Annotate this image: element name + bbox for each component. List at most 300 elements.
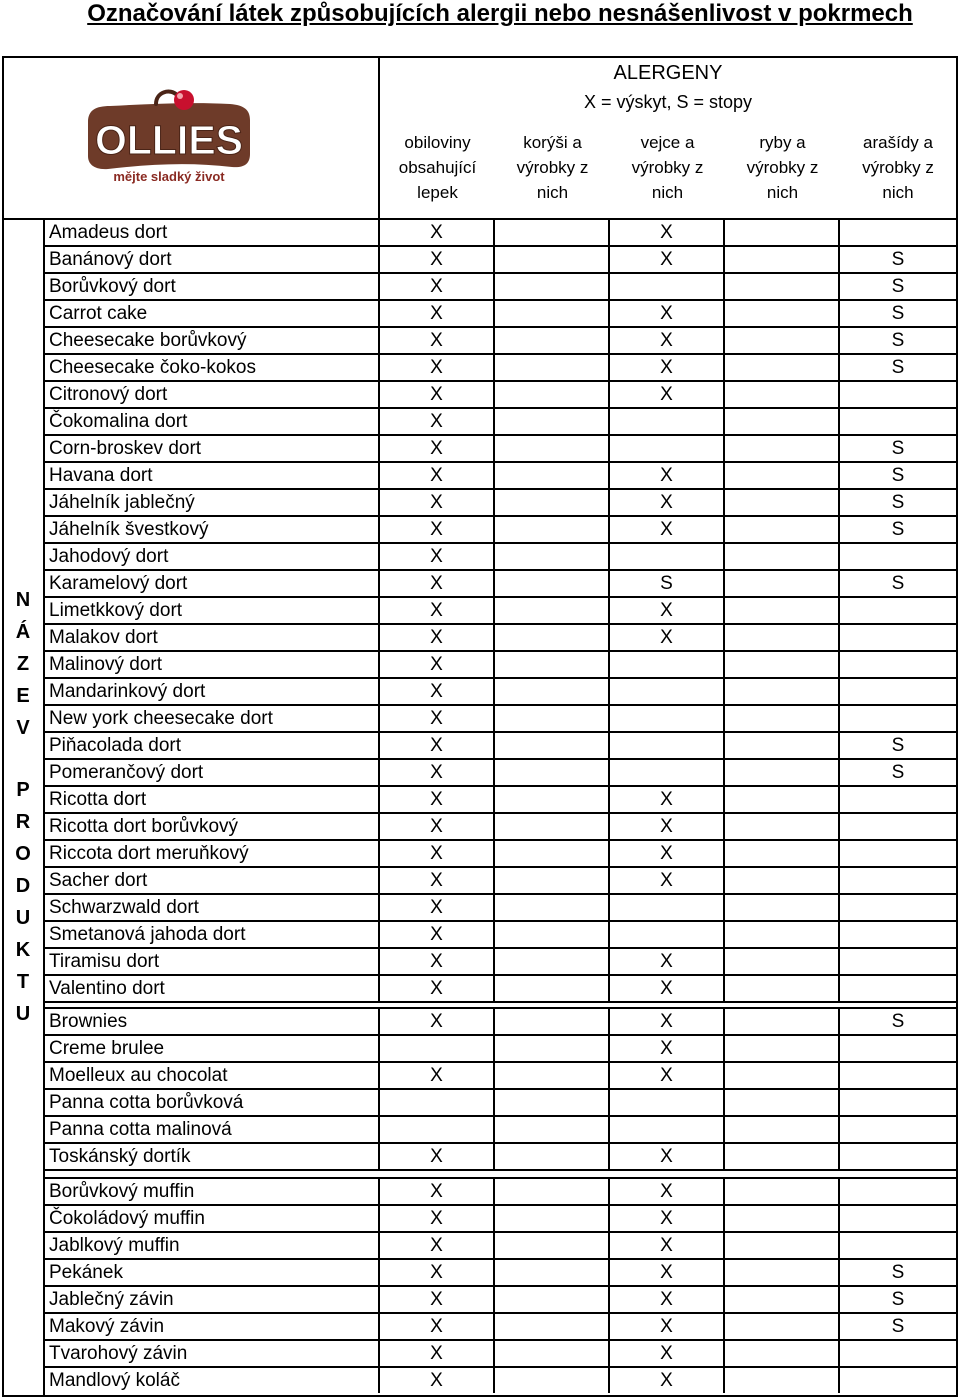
allergen-mark-peanuts: S <box>891 735 905 756</box>
allergen-mark-fish <box>725 1368 840 1393</box>
allergen-mark-peanuts <box>840 868 956 893</box>
allergen-mark-fish <box>725 355 840 380</box>
column-header-line: ryby a <box>759 133 806 152</box>
allergen-mark-fish <box>725 274 840 299</box>
allergen-mark-fish <box>725 301 840 326</box>
product-name: Creme brulee <box>45 1036 380 1061</box>
product-name: Borůvkový muffin <box>45 1179 380 1204</box>
allergen-mark-eggs <box>610 895 725 920</box>
product-name: Havana dort <box>45 463 380 488</box>
allergen-mark-peanuts <box>840 895 956 920</box>
allergen-mark-fish <box>725 517 840 542</box>
table-row <box>45 1206 956 1233</box>
product-name: Corn-broskev dort <box>45 436 380 461</box>
allergen-mark-peanuts <box>840 814 956 839</box>
allergen-mark-peanuts <box>840 598 956 623</box>
table-row <box>45 1368 956 1395</box>
product-name: Valentino dort <box>45 976 380 1001</box>
allergen-mark-fish <box>725 1314 840 1339</box>
allergen-mark-peanuts: S <box>891 519 905 540</box>
allergen-mark-cereals: X <box>380 571 495 596</box>
allergen-mark-eggs: X <box>610 598 725 623</box>
allergen-mark-cereals: X <box>380 598 495 623</box>
allergen-mark-peanuts <box>840 1206 956 1231</box>
allergen-mark-cereals: X <box>380 1179 495 1204</box>
allergen-mark-eggs <box>610 274 725 299</box>
allergen-mark-fish <box>725 1179 840 1204</box>
allergen-mark-eggs: X <box>610 1179 725 1204</box>
product-name: Karamelový dort <box>45 571 380 596</box>
allergen-mark-eggs <box>610 409 725 434</box>
table-row <box>45 247 956 274</box>
allergen-mark-crustaceans <box>495 328 610 353</box>
allergen-mark-crustaceans <box>495 733 610 758</box>
allergen-mark-fish <box>725 1117 840 1142</box>
allergen-mark-cereals: X <box>380 1260 495 1285</box>
allergen-mark-fish <box>725 706 840 731</box>
allergen-mark-fish <box>725 544 840 569</box>
allergen-mark-crustaceans <box>495 1368 610 1393</box>
product-group-pastries <box>45 1177 956 1395</box>
allergen-mark-cereals: X <box>380 787 495 812</box>
allergen-mark-peanuts <box>840 841 956 866</box>
column-header-eggs <box>610 130 725 205</box>
allergen-mark-cereals: X <box>380 247 495 272</box>
table-row <box>45 733 956 760</box>
product-name: Malakov dort <box>45 625 380 650</box>
product-name: Pekánek <box>45 1260 380 1285</box>
table-row <box>45 463 956 490</box>
product-name: Moelleux au chocolat <box>45 1063 380 1088</box>
allergen-mark-fish <box>725 1233 840 1258</box>
allergen-mark-peanuts <box>840 625 956 650</box>
allergen-mark-crustaceans <box>495 652 610 677</box>
allergen-mark-fish <box>725 733 840 758</box>
allergen-mark-fish <box>725 1063 840 1088</box>
table-row <box>45 220 956 247</box>
allergen-mark-crustaceans <box>495 490 610 515</box>
product-name: Limetkkový dort <box>45 598 380 623</box>
product-name: Sacher dort <box>45 868 380 893</box>
allergen-mark-eggs: X <box>610 625 725 650</box>
table-row <box>45 1090 956 1117</box>
table-row <box>45 1287 956 1314</box>
allergen-mark-cereals: X <box>380 949 495 974</box>
allergen-mark-cereals: X <box>380 1287 495 1312</box>
allergen-mark-cereals: X <box>380 328 495 353</box>
allergen-mark-peanuts <box>840 652 956 677</box>
allergen-mark-cereals: X <box>380 1206 495 1231</box>
allergen-mark-eggs <box>610 436 725 461</box>
product-name: Amadeus dort <box>45 220 380 245</box>
allergen-mark-crustaceans <box>495 787 610 812</box>
allergen-mark-eggs: X <box>610 841 725 866</box>
table-row <box>45 1260 956 1287</box>
allergen-mark-eggs: X <box>610 787 725 812</box>
table-row <box>45 1036 956 1063</box>
product-name: Piňacolada dort <box>45 733 380 758</box>
table-row <box>45 895 956 922</box>
allergen-mark-peanuts: S <box>891 276 905 297</box>
allergen-mark-cereals <box>380 1036 495 1061</box>
allergen-mark-eggs <box>610 1117 725 1142</box>
ollies-logo <box>80 58 256 216</box>
column-header-line: výrobky z <box>746 158 819 177</box>
table-row <box>45 355 956 382</box>
table-row <box>45 1179 956 1206</box>
table-row <box>45 949 956 976</box>
allergens-header <box>380 58 956 113</box>
allergen-mark-crustaceans <box>495 949 610 974</box>
allergen-mark-fish <box>725 409 840 434</box>
allergen-mark-cereals: X <box>380 679 495 704</box>
allergen-mark-peanuts <box>840 1090 956 1115</box>
table-row <box>45 301 956 328</box>
allergen-mark-cereals: X <box>380 895 495 920</box>
allergen-mark-crustaceans <box>495 220 610 245</box>
table-row <box>45 787 956 814</box>
allergen-mark-cereals: X <box>380 976 495 1001</box>
product-name: Pomerančový dort <box>45 760 380 785</box>
allergen-mark-cereals: X <box>380 1314 495 1339</box>
allergen-mark-fish <box>725 976 840 1001</box>
allergen-mark-fish <box>725 895 840 920</box>
product-name: Mandlový koláč <box>45 1368 380 1393</box>
allergen-mark-cereals: X <box>380 841 495 866</box>
product-name: Panna cotta malinová <box>45 1117 380 1142</box>
allergen-mark-cereals: X <box>380 868 495 893</box>
allergen-mark-cereals: X <box>380 517 495 542</box>
table-row <box>45 760 956 787</box>
allergen-mark-eggs <box>610 922 725 947</box>
product-name: Panna cotta borůvková <box>45 1090 380 1115</box>
table-row <box>45 1063 956 1090</box>
allergen-column-headers <box>380 130 956 205</box>
table-row <box>45 409 956 436</box>
table-row <box>45 382 956 409</box>
product-name: Čokomalina dort <box>45 409 380 434</box>
allergen-mark-eggs <box>610 706 725 731</box>
allergen-mark-crustaceans <box>495 301 610 326</box>
allergen-mark-eggs: X <box>610 814 725 839</box>
allergen-mark-eggs <box>610 1090 725 1115</box>
allergen-mark-crustaceans <box>495 1206 610 1231</box>
allergen-mark-peanuts <box>840 1368 956 1393</box>
allergen-mark-peanuts <box>840 220 956 245</box>
table-row <box>45 1117 956 1144</box>
product-name: Jáhelník švestkový <box>45 517 380 542</box>
table-row <box>45 1144 956 1171</box>
column-header-line: nich <box>766 183 799 202</box>
allergen-mark-cereals: X <box>380 760 495 785</box>
allergen-mark-eggs: X <box>610 355 725 380</box>
allergen-mark-crustaceans <box>495 544 610 569</box>
table-row <box>45 922 956 949</box>
allergen-mark-eggs: X <box>610 1009 725 1034</box>
product-name: Tvarohový závin <box>45 1341 380 1366</box>
column-header-line: arašídy a <box>863 133 933 152</box>
allergen-mark-peanuts: S <box>891 1262 905 1283</box>
allergen-mark-fish <box>725 1009 840 1034</box>
column-header-line: nich <box>536 183 569 202</box>
allergen-mark-eggs <box>610 679 725 704</box>
product-name: Makový závin <box>45 1314 380 1339</box>
logo-brand: OLLIES <box>94 117 244 163</box>
allergen-mark-crustaceans <box>495 706 610 731</box>
allergen-mark-peanuts: S <box>891 438 905 459</box>
product-name: Jablečný závin <box>45 1287 380 1312</box>
allergen-mark-crustaceans <box>495 1144 610 1169</box>
table-row <box>45 625 956 652</box>
allergen-mark-cereals: X <box>380 1144 495 1169</box>
table-row <box>45 1233 956 1260</box>
allergen-mark-peanuts: S <box>891 762 905 783</box>
allergen-mark-fish <box>725 436 840 461</box>
allergen-mark-crustaceans <box>495 625 610 650</box>
allergen-mark-eggs: X <box>610 1206 725 1231</box>
allergen-mark-peanuts <box>840 679 956 704</box>
allergen-mark-fish <box>725 328 840 353</box>
allergen-mark-peanuts <box>840 1117 956 1142</box>
allergen-mark-fish <box>725 220 840 245</box>
allergen-mark-crustaceans <box>495 1063 610 1088</box>
allergen-mark-eggs: X <box>610 490 725 515</box>
allergen-mark-crustaceans <box>495 814 610 839</box>
table-row <box>45 652 956 679</box>
allergen-mark-cereals: X <box>380 733 495 758</box>
allergen-mark-crustaceans <box>495 436 610 461</box>
allergen-mark-crustaceans <box>495 382 610 407</box>
table-row <box>45 814 956 841</box>
side-label-word: NÁZEV <box>15 589 31 739</box>
table-row <box>45 841 956 868</box>
allergen-mark-crustaceans <box>495 463 610 488</box>
allergen-mark-fish <box>725 598 840 623</box>
allergen-mark-fish <box>725 1341 840 1366</box>
column-header-line: nich <box>882 183 914 202</box>
allergen-mark-peanuts <box>840 1144 956 1169</box>
product-group-cakes <box>45 220 956 1003</box>
allergen-mark-crustaceans <box>495 598 610 623</box>
allergen-mark-cereals: X <box>380 274 495 299</box>
allergen-mark-fish <box>725 841 840 866</box>
allergen-mark-eggs: X <box>610 1314 725 1339</box>
product-name: Jahodový dort <box>45 544 380 569</box>
product-name: Banánový dort <box>45 247 380 272</box>
product-name: Riccota dort meruňkový <box>45 841 380 866</box>
column-header-line: korýši a <box>523 133 582 152</box>
allergen-mark-crustaceans <box>495 571 610 596</box>
allergen-mark-eggs: X <box>610 1144 725 1169</box>
allergen-mark-fish <box>725 868 840 893</box>
allergen-mark-peanuts <box>840 1179 956 1204</box>
allergen-mark-peanuts <box>840 1233 956 1258</box>
allergen-mark-fish <box>725 490 840 515</box>
allergen-mark-fish <box>725 652 840 677</box>
allergen-mark-eggs: X <box>610 868 725 893</box>
allergen-mark-eggs: X <box>610 463 725 488</box>
table-row <box>45 1341 956 1368</box>
allergen-mark-cereals: X <box>380 922 495 947</box>
allergen-mark-crustaceans <box>495 517 610 542</box>
allergen-mark-peanuts <box>840 706 956 731</box>
product-name: Borůvkový dort <box>45 274 380 299</box>
allergen-mark-fish <box>725 382 840 407</box>
allergen-mark-fish <box>725 1260 840 1285</box>
table-row <box>45 436 956 463</box>
logo-cherry-highlight <box>177 93 183 99</box>
table-row <box>45 976 956 1003</box>
allergen-mark-fish <box>725 949 840 974</box>
allergen-mark-peanuts: S <box>891 1011 905 1032</box>
allergen-mark-peanuts <box>840 382 956 407</box>
allergen-mark-cereals: X <box>380 463 495 488</box>
table-row <box>45 328 956 355</box>
allergen-mark-peanuts: S <box>891 1289 905 1310</box>
column-header-line: výrobky z <box>516 158 589 177</box>
allergens-title: ALERGENY <box>613 62 723 84</box>
column-header-line: lepek <box>417 183 458 202</box>
allergen-mark-cereals: X <box>380 544 495 569</box>
product-name: Toskánský dortík <box>45 1144 380 1169</box>
product-name: New york cheesecake dort <box>45 706 380 731</box>
allergen-mark-fish <box>725 922 840 947</box>
allergen-mark-crustaceans <box>495 1090 610 1115</box>
allergen-mark-eggs: S <box>610 571 725 596</box>
allergen-mark-peanuts <box>840 1036 956 1061</box>
allergen-mark-eggs <box>610 733 725 758</box>
allergen-mark-eggs: X <box>610 949 725 974</box>
column-header-crustaceans <box>495 130 610 205</box>
allergen-mark-crustaceans <box>495 1287 610 1312</box>
product-group-desserts <box>45 1007 956 1171</box>
column-header-cereals <box>380 130 495 205</box>
allergen-mark-fish <box>725 1090 840 1115</box>
allergen-mark-fish <box>725 1036 840 1061</box>
allergen-mark-cereals: X <box>380 490 495 515</box>
allergen-mark-fish <box>725 787 840 812</box>
allergen-mark-peanuts: S <box>891 357 905 378</box>
allergen-mark-cereals: X <box>380 382 495 407</box>
column-header-line: vejce a <box>640 133 695 152</box>
allergen-mark-cereals: X <box>380 436 495 461</box>
allergen-mark-eggs: X <box>610 1260 725 1285</box>
allergen-mark-crustaceans <box>495 922 610 947</box>
column-header-line: obsahující <box>398 158 477 177</box>
allergen-mark-crustaceans <box>495 868 610 893</box>
allergen-mark-peanuts: S <box>891 330 905 351</box>
table-row <box>45 274 956 301</box>
table-row <box>45 571 956 598</box>
product-name: Mandarinkový dort <box>45 679 380 704</box>
allergen-mark-fish <box>725 1287 840 1312</box>
allergen-mark-crustaceans <box>495 355 610 380</box>
product-name: Cheesecake borůvkový <box>45 328 380 353</box>
product-name: Jablkový muffin <box>45 1233 380 1258</box>
product-name: Citronový dort <box>45 382 380 407</box>
allergen-mark-eggs: X <box>610 220 725 245</box>
allergen-mark-crustaceans <box>495 1233 610 1258</box>
allergen-mark-cereals: X <box>380 1368 495 1393</box>
product-name: Jáhelník jablečný <box>45 490 380 515</box>
allergen-mark-cereals: X <box>380 301 495 326</box>
allergen-mark-crustaceans <box>495 1260 610 1285</box>
column-header-line: výrobky z <box>631 158 704 177</box>
allergen-mark-eggs: X <box>610 1287 725 1312</box>
allergen-mark-fish <box>725 625 840 650</box>
table-row <box>45 868 956 895</box>
allergen-mark-fish <box>725 679 840 704</box>
allergen-mark-cereals <box>380 1117 495 1142</box>
table-row <box>45 598 956 625</box>
allergen-mark-peanuts <box>840 409 956 434</box>
column-header-line: nich <box>651 183 684 202</box>
table-row <box>45 1314 956 1341</box>
allergen-mark-eggs: X <box>610 1233 725 1258</box>
allergen-mark-cereals: X <box>380 1009 495 1034</box>
allergen-mark-cereals: X <box>380 1233 495 1258</box>
allergen-mark-fish <box>725 1206 840 1231</box>
allergen-mark-crustaceans <box>495 1179 610 1204</box>
allergen-mark-eggs: X <box>610 517 725 542</box>
allergen-mark-peanuts <box>840 922 956 947</box>
allergen-mark-eggs: X <box>610 301 725 326</box>
column-header-line: obiloviny <box>404 133 471 152</box>
allergen-mark-eggs: X <box>610 247 725 272</box>
allergen-mark-fish <box>725 1144 840 1169</box>
allergen-mark-cereals <box>380 1090 495 1115</box>
product-name: Cheesecake čoko-kokos <box>45 355 380 380</box>
allergen-mark-cereals: X <box>380 1063 495 1088</box>
allergen-mark-peanuts: S <box>891 1316 905 1337</box>
allergen-mark-eggs: X <box>610 1063 725 1088</box>
allergen-mark-eggs: X <box>610 328 725 353</box>
allergen-mark-cereals: X <box>380 355 495 380</box>
logo-tagline: mějte sladký život <box>113 169 225 184</box>
allergen-mark-eggs <box>610 544 725 569</box>
allergen-mark-crustaceans <box>495 1009 610 1034</box>
allergen-mark-fish <box>725 463 840 488</box>
allergen-mark-eggs: X <box>610 976 725 1001</box>
allergen-mark-crustaceans <box>495 760 610 785</box>
allergen-mark-eggs: X <box>610 382 725 407</box>
logo-cherry <box>174 90 194 110</box>
allergen-mark-cereals: X <box>380 625 495 650</box>
allergen-mark-crustaceans <box>495 895 610 920</box>
allergen-mark-peanuts: S <box>891 249 905 270</box>
allergen-mark-crustaceans <box>495 409 610 434</box>
allergen-mark-eggs: X <box>610 1036 725 1061</box>
allergen-mark-cereals: X <box>380 814 495 839</box>
allergen-mark-crustaceans <box>495 1036 610 1061</box>
allergen-mark-crustaceans <box>495 976 610 1001</box>
column-header-line: výrobky z <box>862 158 934 177</box>
table-row <box>45 679 956 706</box>
product-name: Brownies <box>45 1009 380 1034</box>
allergen-mark-peanuts <box>840 1063 956 1088</box>
allergen-mark-eggs: X <box>610 1368 725 1393</box>
table-row <box>45 544 956 571</box>
allergen-mark-peanuts: S <box>891 303 905 324</box>
allergen-mark-crustaceans <box>495 841 610 866</box>
allergen-mark-eggs <box>610 652 725 677</box>
product-name: Carrot cake <box>45 301 380 326</box>
table-row <box>45 1009 956 1036</box>
allergen-mark-cereals: X <box>380 706 495 731</box>
allergen-mark-cereals: X <box>380 220 495 245</box>
table-row <box>45 517 956 544</box>
allergen-mark-peanuts <box>840 544 956 569</box>
